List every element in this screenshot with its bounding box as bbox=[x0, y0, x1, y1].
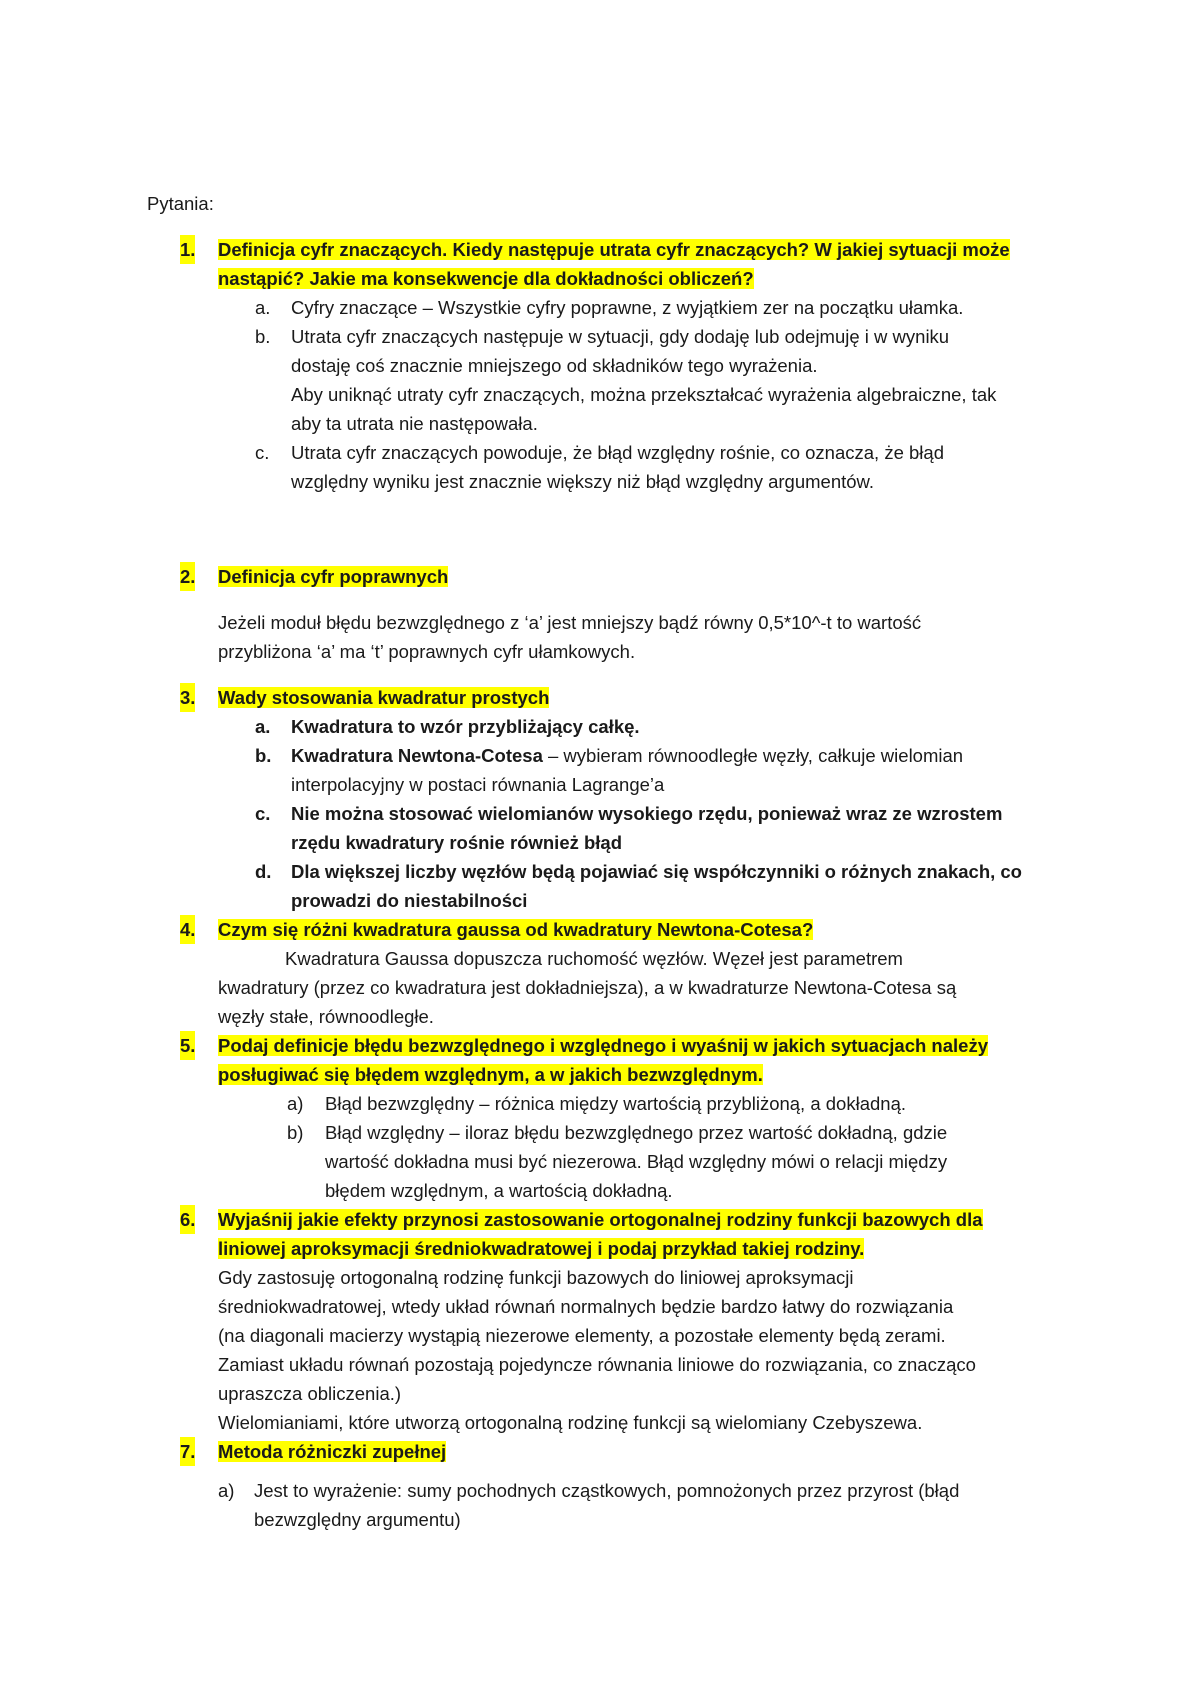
question-4-heading: Czym się różni kwadratura gaussa od kwadratury Newtona-Cotesa? bbox=[218, 919, 814, 940]
question-1-number: 1. bbox=[180, 235, 195, 264]
answer-line: Nie można stosować wielomianów wysokiego rzędu, ponieważ wraz ze wzrostem bbox=[291, 803, 1003, 824]
question-5-heading-line2: posługiwać się błędem względnym, a w jakich bezwzględnym. bbox=[218, 1064, 763, 1085]
answer-line bbox=[291, 741, 963, 770]
question-1-heading-line1: Definicja cyfr znaczących. Kiedy następuje utrata cyfr znaczących? W jakiej sytuacji może bbox=[218, 239, 1010, 260]
answer-line: aby ta utrata nie następowała. bbox=[291, 413, 538, 434]
answer-line: Błąd względny – iloraz błędu bezwzględnego przez wartość dokładną, gdzie bbox=[325, 1122, 948, 1143]
answer-line: Wielomianiami, które utworzą ortogonalną rodzinę funkcji są wielomiany Czebyszewa. bbox=[218, 1412, 923, 1433]
question-7-heading: Metoda różniczki zupełnej bbox=[218, 1441, 447, 1462]
list-marker: b. bbox=[255, 326, 271, 347]
answer-line: prowadzi do niestabilności bbox=[291, 890, 528, 911]
answer-line: Jest to wyrażenie: sumy pochodnych cząstkowych, pomnożonych przez przyrost (błąd bbox=[254, 1480, 960, 1501]
question-3-heading: Wady stosowania kwadratur prostych bbox=[218, 687, 550, 708]
answer-line: Aby uniknąć utraty cyfr znaczących, można przekształcać wyrażenia algebraiczne, tak bbox=[291, 384, 997, 405]
list-marker: b. bbox=[255, 745, 272, 766]
list-marker: b) bbox=[287, 1122, 304, 1143]
list-marker: a) bbox=[287, 1093, 304, 1114]
list-marker: a) bbox=[218, 1480, 235, 1501]
list-marker: a. bbox=[255, 297, 271, 318]
question-1-heading-line2: nastąpić? Jakie ma konsekwencje dla dokładności obliczeń? bbox=[218, 268, 754, 289]
answer-line: (na diagonali macierzy wystąpią niezerowe elementy, a pozostałe elementy będą zerami. bbox=[218, 1325, 946, 1346]
answer-line: Cyfry znaczące – Wszystkie cyfry poprawne, z wyjątkiem zer na początku ułamka. bbox=[291, 297, 964, 318]
question-3-number: 3. bbox=[180, 683, 195, 712]
question-5-number: 5. bbox=[180, 1031, 195, 1060]
page-title: Pytania: bbox=[147, 193, 214, 214]
question-5-heading-line1: Podaj definicje błędu bezwzględnego i względnego i wyaśnij w jakich sytuacjach należy bbox=[218, 1035, 988, 1056]
question-7-number: 7. bbox=[180, 1437, 195, 1466]
question-6-number: 6. bbox=[180, 1205, 195, 1234]
answer-line: wartość dokładna musi być niezerowa. Błąd względny mówi o relacji między bbox=[325, 1151, 948, 1172]
list-marker: c. bbox=[255, 803, 271, 824]
question-2-heading: Definicja cyfr poprawnych bbox=[218, 566, 449, 587]
answer-line: węzły stałe, równoodległe. bbox=[218, 1006, 434, 1027]
list-marker: c. bbox=[255, 442, 270, 463]
answer-line: rzędu kwadratury rośnie również błąd bbox=[291, 832, 623, 853]
list-marker: a. bbox=[255, 716, 271, 737]
answer-line: kwadratury (przez co kwadratura jest dokładniejsza), a w kwadraturze Newtona-Cotesa są bbox=[218, 977, 957, 998]
question-4-number: 4. bbox=[180, 915, 195, 944]
answer-line: przybliżona ‘a’ ma ‘t’ poprawnych cyfr ułamkowych. bbox=[218, 641, 636, 662]
answer-line: interpolacyjny w postaci równania Lagrange’a bbox=[291, 774, 665, 795]
answer-line: Jeżeli moduł błędu bezwzględnego z ‘a’ jest mniejszy bądź równy 0,5*10^-t to wartość bbox=[218, 612, 922, 633]
answer-text: – wybieram równoodległe węzły, całkuje wielomian bbox=[542, 745, 964, 766]
answer-line: Kwadratura Gaussa dopuszcza ruchomość węzłów. Węzeł jest parametrem bbox=[285, 948, 903, 969]
answer-line: Kwadratura to wzór przybliżający całkę. bbox=[291, 716, 640, 737]
answer-line: Błąd bezwzględny – różnica między wartością przybliżoną, a dokładną. bbox=[325, 1093, 906, 1114]
answer-line: błędem względnym, a wartością dokładną. bbox=[325, 1180, 673, 1201]
answer-line: Utrata cyfr znaczących następuje w sytuacji, gdy dodaję lub odejmuję i w wyniku bbox=[291, 326, 950, 347]
question-6-heading-line2: liniowej aproksymacji średniokwadratowej i podaj przykład takiej rodziny. bbox=[218, 1238, 865, 1259]
answer-term: Kwadratura Newtona-Cotesa bbox=[291, 745, 543, 766]
answer-line: Gdy zastosuję ortogonalną rodzinę funkcji bazowych do liniowej aproksymacji bbox=[218, 1267, 854, 1288]
answer-line: względny wyniku jest znacznie większy niż błąd względny argumentów. bbox=[291, 471, 875, 492]
answer-line: Utrata cyfr znaczących powoduje, że błąd względny rośnie, co oznacza, że błąd bbox=[291, 442, 944, 463]
answer-line: Dla większej liczby węzłów będą pojawiać się współczynniki o różnych znakach, co bbox=[291, 861, 1022, 882]
answer-line: dostaję coś znacznie mniejszego od składników tego wyrażenia. bbox=[291, 355, 818, 376]
question-2-number: 2. bbox=[180, 562, 195, 591]
answer-line: upraszcza obliczenia.) bbox=[218, 1383, 402, 1404]
answer-line: Zamiast układu równań pozostają pojedyncze równania liniowe do rozwiązania, co znacząco bbox=[218, 1354, 976, 1375]
answer-line: bezwzględny argumentu) bbox=[254, 1509, 461, 1530]
answer-line: średniokwadratowej, wtedy układ równań normalnych będzie bardzo łatwy do rozwiązania bbox=[218, 1296, 954, 1317]
question-6-heading-line1: Wyjaśnij jakie efekty przynosi zastosowanie ortogonalnej rodziny funkcji bazowych dla bbox=[218, 1209, 983, 1230]
list-marker: d. bbox=[255, 861, 272, 882]
